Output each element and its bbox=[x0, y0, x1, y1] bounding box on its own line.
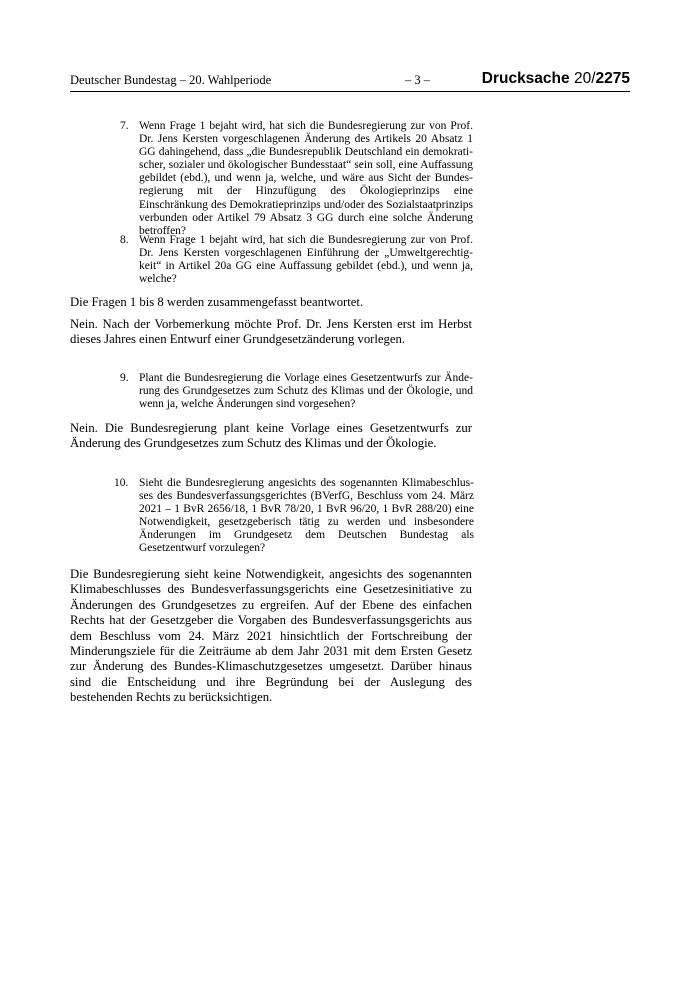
document-number bbox=[482, 70, 630, 88]
parliament-period: Deutscher Bundestag – 20. Wahlperiode bbox=[70, 73, 272, 87]
answer-10: Die Bundesregierung sieht keine Notwendigkeit, angesichts des sogenannten Klimabeschlusses des Bundesverfassungsgerichts eine Gesetzesinitiative zu Änderungen des Grundgesetzes zu ergreifen. Auf der Ebene des einfachen Rechts hat der Gesetzgeber die Vorgaben des Bundesverfassungsgerichts aus dem Beschluss vom 24. März 2021 hinsichtlich der Fortschreibung der Minderungsziele für die Zeiträume ab dem Jahr 2031 mit dem Ersten Gesetz zur Änderung des Bundes-Klimaschutzgesetzes umgesetzt. Darüber hinaus sind die Entscheidung und ihre Begründung bei der Auslegung des bestehenden Rechts zu berücksichtigen. bbox=[70, 567, 472, 705]
document-number-prefix: 20/ bbox=[573, 70, 596, 87]
question-text: Wenn Frage 1 bejaht wird, hat sich die Bundesregierung zur von Prof. Dr. Jens Kersten vorgeschlagenen Änderung des Artikels 20 Absatz 1 GG dahingehend, dass „die Bundesrepublik Deutschland ein demokratischer, sozialer und ökologischer Bundesstaat“ sein soll, eine Auffassung gebildet (ebd.), und wenn ja, welche, und wäre aus Sicht der Bundesregierung mit der Hinzufügung des Ökologieprinzips eine Einschränkung des Demokratieprinzips und/oder des Sozialstaatprinzips verbunden oder Artikel 79 Absatz 3 GG durch eine solche Änderung betroffen? bbox=[139, 120, 473, 237]
document-number-suffix: 2275 bbox=[595, 70, 630, 87]
question-number: 10. bbox=[114, 477, 129, 489]
question-text: Sieht die Bundesregierung angesichts des sogenannten Klimabeschlusses des Bundesverfassungsgerichtes (BVerfG, Beschluss vom 24. März 2021 – 1 BvR 2656/18, 1 BvR 78/20, 1 BvR 96/20, 1 BvR 288/20) eine Notwendigkeit, gesetzgeberisch tätig zu werden und insbesondere Änderungen im Grundgesetz dem Deutschen Bundestag als Gesetzentwurf vorzulegen? bbox=[139, 477, 474, 555]
question-text: Plant die Bundesregierung die Vorlage eines Gesetzentwurfs zur Änderung des Grundgesetzes zum Schutz des Klimas und der Ökologie, und wenn ja, welche Änderungen sind vorgesehen? bbox=[139, 372, 473, 411]
page-number: – 3 – bbox=[405, 73, 430, 87]
document-label: Drucksache bbox=[481, 70, 570, 87]
answer-9: Nein. Die Bundesregierung plant keine Vorlage eines Gesetzentwurfs zur Änderung des Grundgesetzes zum Schutz des Klimas und der Ökologie. bbox=[70, 421, 472, 451]
question-number: 9. bbox=[120, 372, 129, 384]
header-divider bbox=[70, 91, 630, 92]
page-header bbox=[70, 70, 630, 90]
question-number: 8. bbox=[120, 234, 129, 246]
question-number: 7. bbox=[120, 120, 129, 132]
question-text: Wenn Frage 1 bejaht wird, hat sich die Bundesregierung zur von Prof. Dr. Jens Kersten vorgeschlagenen Einführung der „Umweltgerechtigkeit“ in Artikel 20a GG eine Auffassung gebildet (ebd.), und wenn ja, welche? bbox=[139, 234, 473, 286]
combined-answer-intro: Die Fragen 1 bis 8 werden zusammengefasst beantwortet. bbox=[70, 295, 364, 309]
answer-1-8: Nein. Nach der Vorbemerkung möchte Prof. Dr. Jens Kersten erst im Herbst dieses Jahres einen Entwurf einer Grundgesetzänderung vorlegen. bbox=[70, 317, 472, 347]
